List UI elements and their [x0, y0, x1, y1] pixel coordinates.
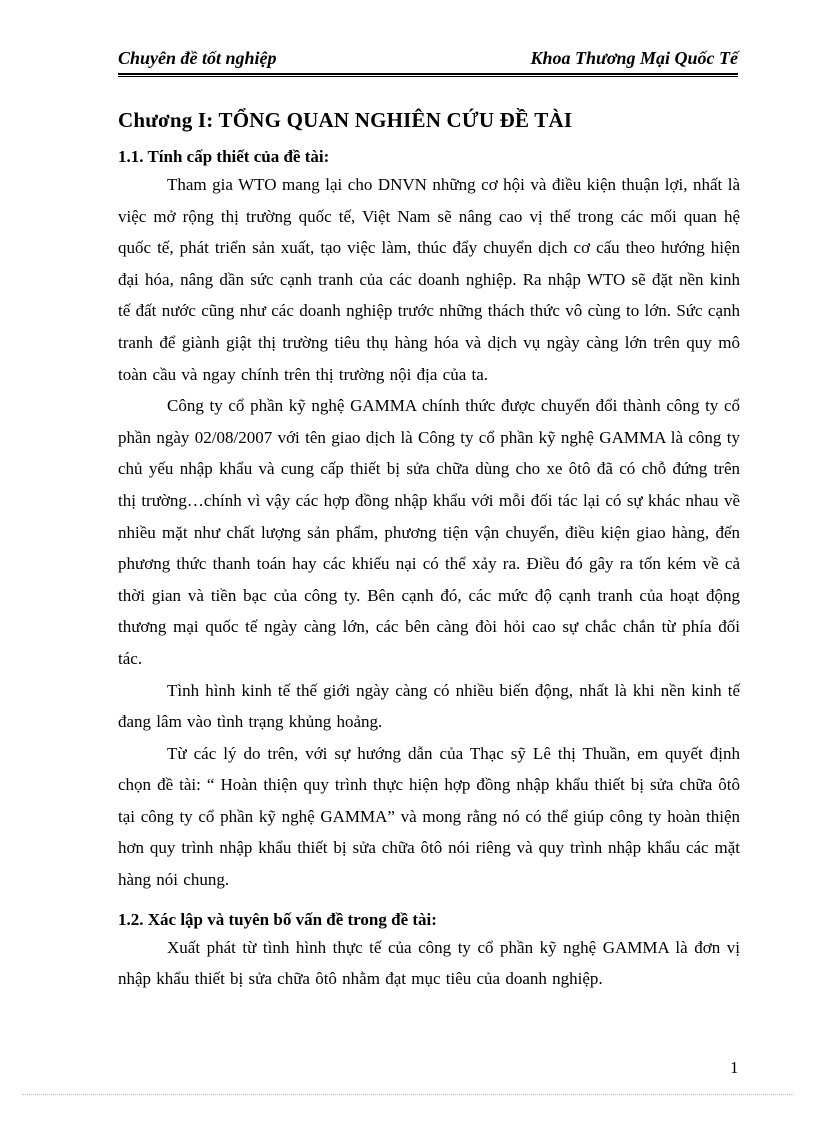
- page-bottom-edge: [22, 1094, 794, 1095]
- section-1-2: [118, 910, 740, 995]
- header-left-title: Chuyên đề tốt nghiệp: [118, 48, 277, 68]
- section-1-1: [118, 147, 740, 896]
- chapter-title: Chương I: TỔNG QUAN NGHIÊN CỨU ĐỀ TÀI: [118, 108, 573, 132]
- section-heading: 1.2. Xác lập và tuyên bố vấn đề trong đề tài:: [118, 909, 437, 929]
- section-heading: 1.1. Tính cấp thiết của đề tài:: [118, 147, 330, 166]
- paragraph: Từ các lý do trên, với sự hướng dẫn của Thạc sỹ Lê thị Thuần, em quyết định chọn đề tài: “ Hoàn thiện quy trình thực hiện hợp đồng nhập khẩu thiết bị sửa chữa ôtô tại công ty cổ phần kỹ nghệ GAMMA” và mong rằng nó có thể giúp công ty hoàn thiện hơn quy trình nhập khẩu thiết bị sửa chữa ôtô nói riêng và quy trình nhập khẩu các mặt hàng nói chung.: [118, 743, 740, 890]
- header-divider-thin: [118, 76, 738, 77]
- paragraph: Tình hình kinh tế thế giới ngày càng có nhiều biến động, nhất là khi nền kinh tế đang lâm vào tình trạng khủng hoảng.: [118, 680, 740, 732]
- document-body: [118, 108, 740, 995]
- paragraph: Công ty cổ phần kỹ nghệ GAMMA chính thức được chuyển đổi thành công ty cổ phần ngày 02/08/2007 với tên giao dịch là Công ty cổ phần kỹ nghệ GAMMA là công ty chủ yếu nhập khẩu và cung cấp thiết bị sửa chữa dùng cho xe ôtô đã có chỗ đứng trên thị trường…chính vì vậy các hợp đồng nhập khẩu với mỗi đối tác lại có sự khác nhau về nhiều mặt như chất lượng sản phẩm, phương tiện vận chuyển, điều kiện giao hàng, đến phương thức thanh toán hay các khiếu nại có thể xảy ra. Điều đó gây ra tốn kém về cả thời gian và tiền bạc của công ty. Bên cạnh đó, các mức độ cạnh tranh của hoạt động thương mại quốc tế ngày càng lớn, các bên càng đòi hỏi cao sự chắc chắn từ phía đối tác.: [118, 396, 740, 668]
- header-divider-thick: [118, 73, 738, 75]
- paragraph: Xuất phát từ tình hình thực tế của công ty cổ phần kỹ nghệ GAMMA là đơn vị nhập khẩu thiết bị sửa chữa ôtô nhằm đạt mục tiêu của doanh nghiệp.: [118, 937, 740, 989]
- header-right-title: Khoa Thương Mại Quốc Tế: [530, 48, 738, 68]
- page-number: 1: [730, 1058, 739, 1077]
- page-header: [118, 48, 738, 72]
- paragraph: Tham gia WTO mang lại cho DNVN những cơ hội và điều kiện thuận lợi, nhất là việc mở rộng thị trường quốc tế, Việt Nam sẽ nâng cao vị thế trong các mối quan hệ quốc tế, phát triển sản xuất, tạo việc làm, thúc đẩy chuyển dịch cơ cấu theo hướng hiện đại hóa, nâng dần sức cạnh tranh của các doanh nghiệp. Ra nhập WTO sẽ đặt nền kinh tế đất nước cũng như các doanh nghiệp trước những thách thức vô cùng to lớn. Sức cạnh tranh để giành giật thị trường tiêu thụ hàng hóa và dịch vụ ngày càng lớn trên quy mô toàn cầu và ngay chính trên thị trường nội địa của ta.: [118, 175, 740, 384]
